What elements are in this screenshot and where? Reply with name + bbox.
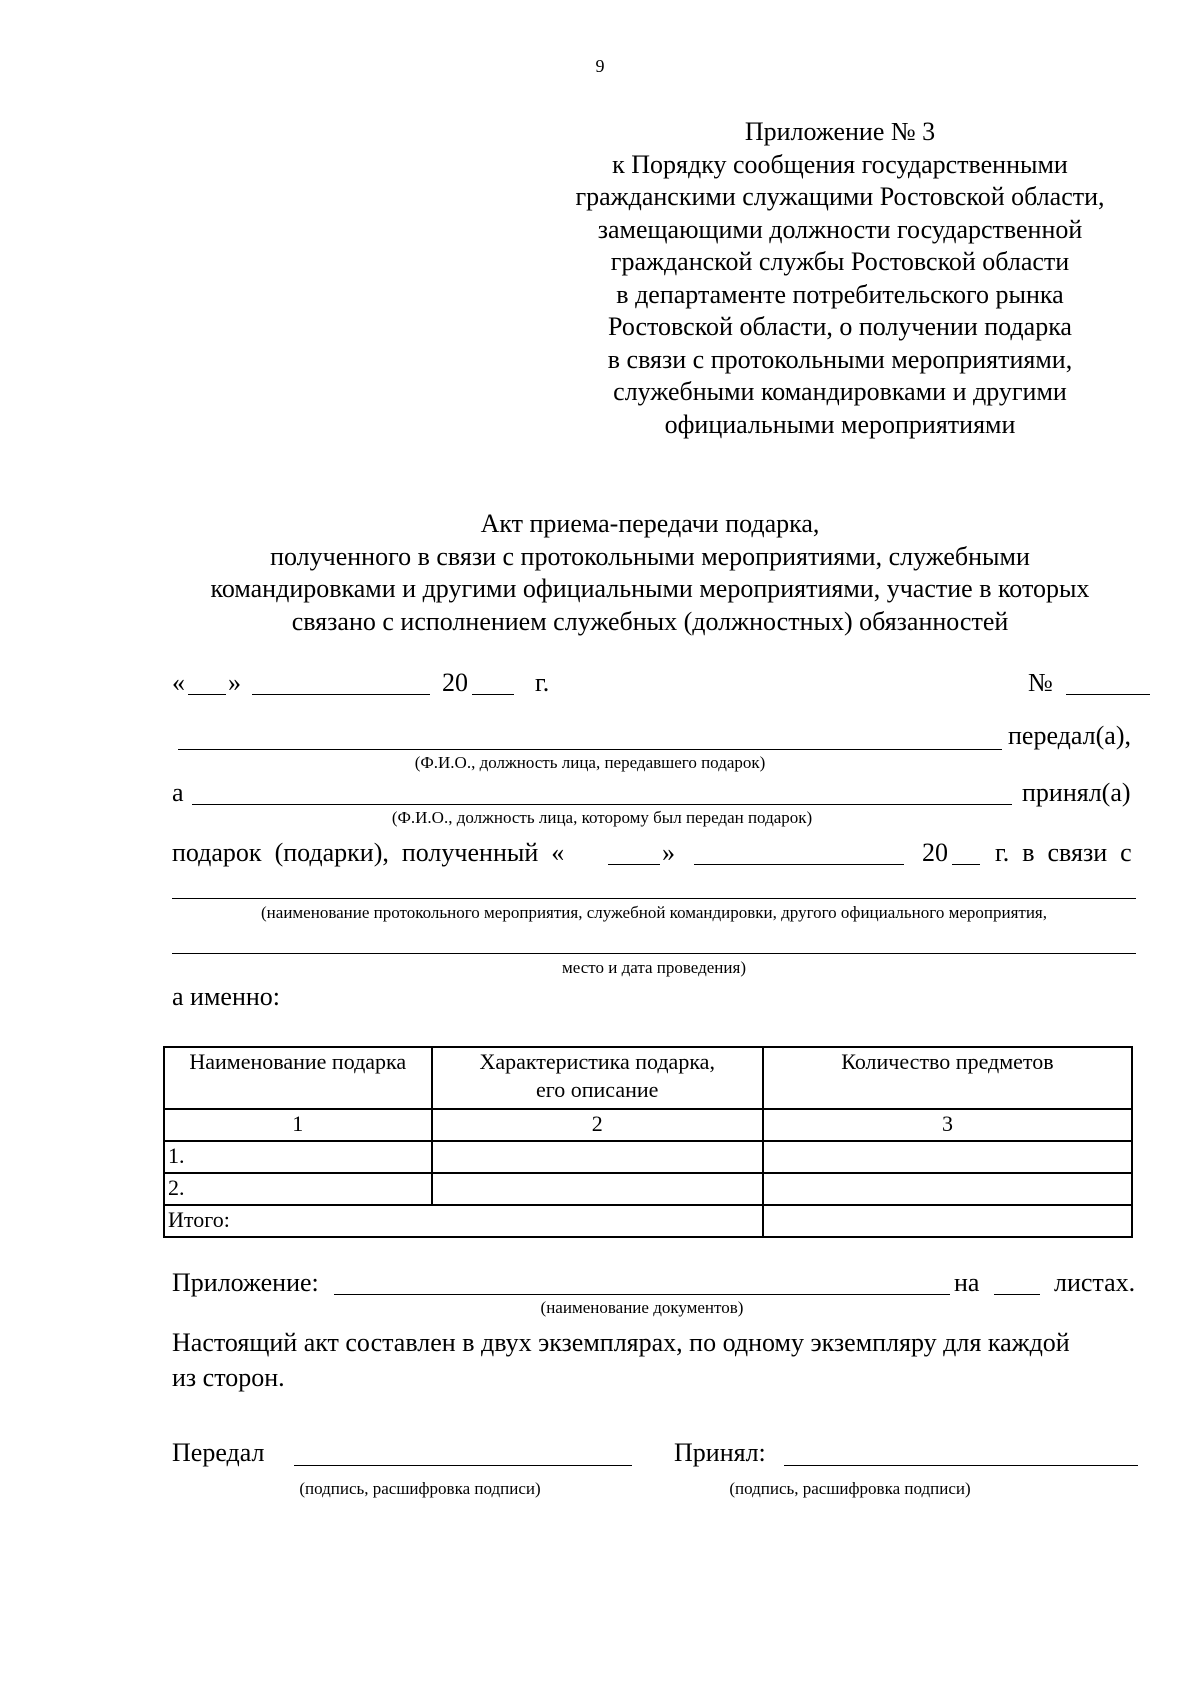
attachment-on: на: [954, 1268, 980, 1297]
description-cell[interactable]: [432, 1173, 763, 1205]
day-field[interactable]: [188, 694, 226, 695]
appendix-line: служебными командировками и другими: [613, 377, 1067, 406]
description-cell[interactable]: [432, 1141, 763, 1173]
header-item-count: Количество предметов: [763, 1047, 1132, 1109]
attachment-label: Приложение:: [172, 1268, 319, 1297]
gift-line-text: подарок (подарки), полученный «: [172, 838, 565, 867]
received-signature-field[interactable]: [784, 1465, 1138, 1466]
title-line: Акт приема-передачи подарка,: [480, 509, 820, 538]
row-number-cell[interactable]: 1.: [164, 1141, 432, 1173]
header-gift-description: [432, 1047, 763, 1109]
number-sign: №: [1028, 668, 1053, 697]
count-cell[interactable]: [763, 1141, 1132, 1173]
header-description-line: Характеристика подарка,: [479, 1049, 715, 1074]
receiver-field[interactable]: [192, 804, 1012, 805]
gift-line-tail: г. в связи с: [995, 838, 1132, 867]
appendix-line: гражданской службы Ростовской области: [610, 247, 1070, 276]
attachment-sheets: листах.: [1054, 1268, 1136, 1297]
gift-year-field[interactable]: [952, 864, 980, 865]
appendix-line: гражданскими служащими Ростовской области,: [575, 182, 1105, 211]
gave-label: передал(а),: [1008, 721, 1131, 750]
total-label-cell: Итого:: [164, 1205, 763, 1237]
table-row: [164, 1141, 1132, 1173]
event-caption-2: место и дата проведения): [562, 958, 746, 977]
appendix-line: замещающими должности государственной: [597, 214, 1083, 244]
event-field-1[interactable]: [172, 898, 1136, 899]
table-number-row: [164, 1109, 1132, 1141]
gift-quote-close: »: [662, 838, 675, 867]
year-prefix: 20: [442, 668, 468, 697]
event-field-2[interactable]: [172, 953, 1136, 954]
year-field[interactable]: [472, 694, 514, 695]
appendix-line: официальными мероприятиями: [664, 409, 1016, 439]
total-count-cell[interactable]: [763, 1205, 1132, 1237]
table-header-row: [164, 1047, 1132, 1109]
appendix-line: Ростовской области, о получении подарка: [608, 312, 1072, 341]
date-quote-close: »: [228, 668, 241, 697]
gave-signature-field[interactable]: [294, 1465, 632, 1466]
act-number-field[interactable]: [1066, 694, 1150, 695]
gift-month-field[interactable]: [694, 864, 904, 865]
table-row: [164, 1173, 1132, 1205]
event-caption-1: (наименование протокольного мероприятия, служебной командировки, другого официального мероприятия,: [261, 903, 1047, 922]
row-number-cell[interactable]: 2.: [164, 1173, 432, 1205]
title-line: полученного в связи с протокольными мероприятиями, служебными: [270, 541, 1030, 571]
column-number: 1: [164, 1109, 432, 1141]
gave-signature-caption: (подпись, расшифровка подписи): [299, 1479, 541, 1498]
namely-label: а именно:: [172, 982, 280, 1011]
statement-line: из сторон.: [172, 1363, 285, 1392]
gift-year-prefix: 20: [922, 838, 948, 867]
month-field[interactable]: [252, 694, 430, 695]
appendix-line: Приложение № 3: [744, 117, 936, 146]
date-quote-open: «: [172, 668, 185, 697]
statement-line: Настоящий акт составлен в двух экземплярах, по одному экземпляру для каждой: [172, 1328, 1070, 1357]
appendix-line: в связи с протокольными мероприятиями,: [607, 344, 1073, 374]
count-cell[interactable]: [763, 1173, 1132, 1205]
page-number: 9: [595, 56, 605, 76]
appendix-line: к Порядку сообщения государственными: [612, 149, 1068, 179]
header-description-line: его описание: [536, 1077, 659, 1102]
gift-day-field[interactable]: [608, 864, 660, 865]
attachment-field[interactable]: [334, 1294, 950, 1295]
received-signature-label: Принял:: [674, 1438, 766, 1467]
attachment-caption: (наименование документов): [540, 1298, 744, 1317]
table-total-row: [164, 1205, 1132, 1237]
gifts-table: [163, 1046, 1133, 1238]
gave-signature-label: Передал: [172, 1438, 265, 1467]
sheets-count-field[interactable]: [994, 1294, 1040, 1295]
appendix-line: в департаменте потребительского рынка: [616, 279, 1064, 309]
received-label: принял(а): [1022, 778, 1131, 807]
appendix-header: [540, 116, 1140, 441]
title-line: командировками и другими официальными мероприятиями, участие в которых: [210, 574, 1090, 603]
title-line: связано с исполнением служебных (должностных) обязанностей: [291, 606, 1009, 636]
column-number: 3: [763, 1109, 1132, 1141]
year-suffix: г.: [535, 668, 550, 697]
document-title: [100, 508, 1200, 638]
header-gift-name: Наименование подарка: [164, 1047, 432, 1109]
giver-field[interactable]: [178, 749, 1002, 750]
column-number: 2: [432, 1109, 763, 1141]
received-signature-caption: (подпись, расшифровка подписи): [729, 1479, 971, 1498]
receiver-caption: (Ф.И.О., должность лица, которому был передан подарок): [391, 808, 813, 827]
giver-caption: (Ф.И.О., должность лица, передавшего подарок): [414, 753, 766, 772]
and-prefix: а: [172, 778, 184, 807]
